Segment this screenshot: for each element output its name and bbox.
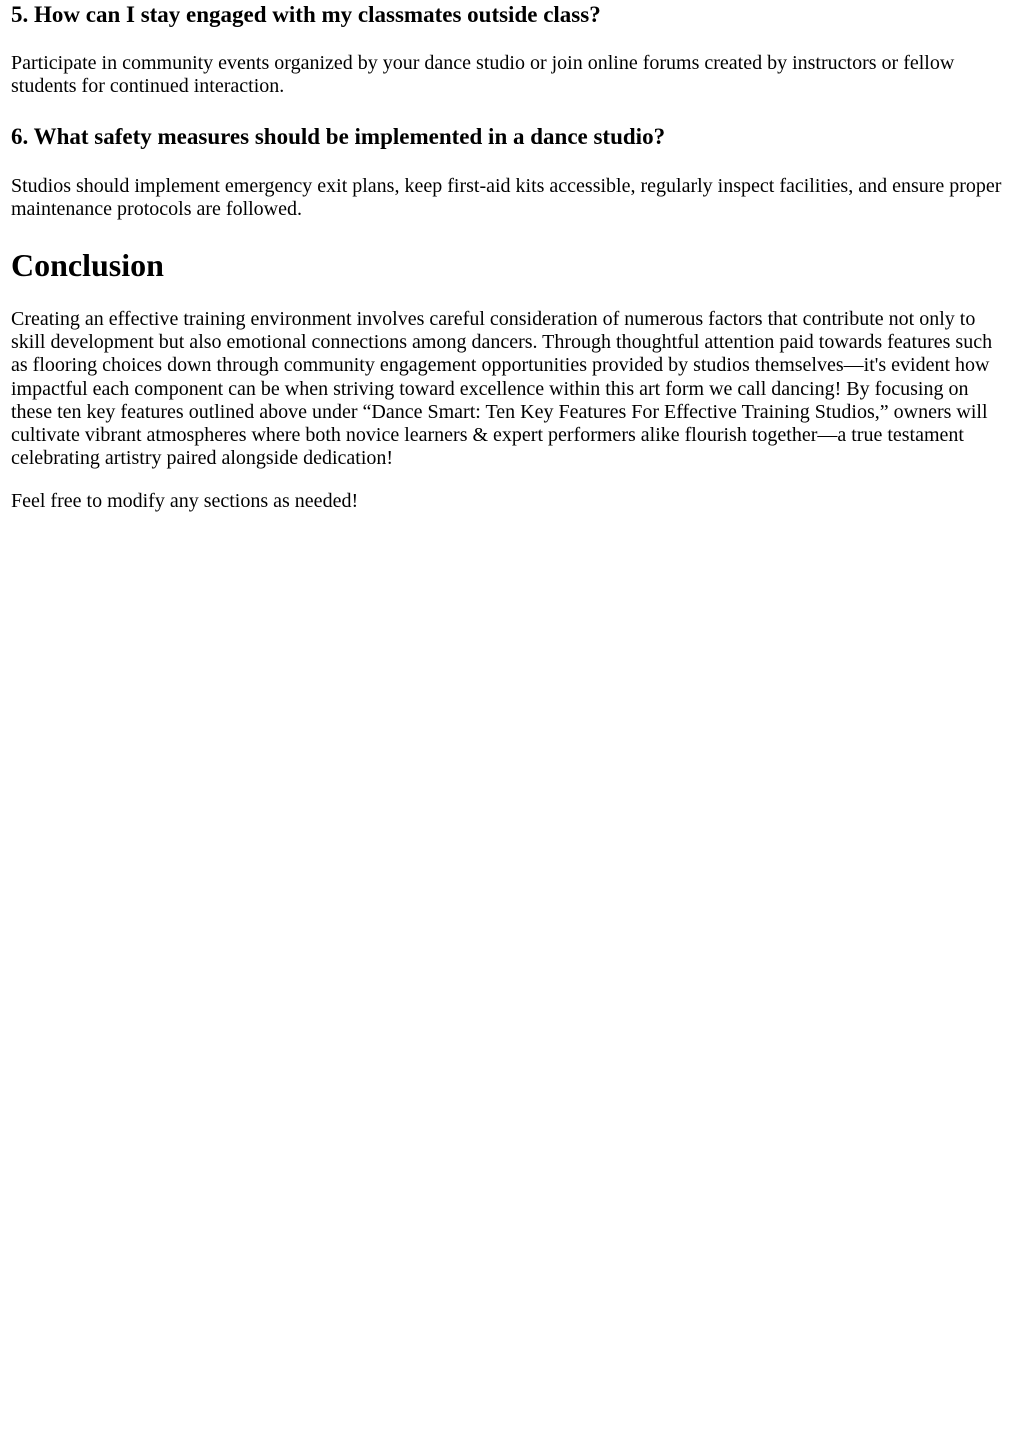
faq-question-5-heading: 5. How can I stay engaged with my classmates outside class? [11,2,601,27]
faq-answer-6-paragraph: Studios should implement emergency exit plans, keep first-aid kits accessible, regularly inspect facilities, and ensure proper maintenance protocols are followed. [11,175,1002,221]
conclusion-heading: Conclusion [11,247,164,283]
conclusion-paragraph: Creating an effective training environment involves careful consideration of numerous factors that contribute not only to skill development but also emotional connections among dancers. Through thoughtful attention paid towards features such as flooring choices down through community engagement opportunities provided by studios themselves—it's evident how impactful each component can be when striving toward excellence within this art form we call dancing! By focusing on these ten key features outlined above under “Dance Smart: Ten Key Features For Effective Training Studios,” owners will cultivate vibrant atmospheres where both novice learners & expert performers alike flourish together—a true testament celebrating artistry paired alongside dedication! [11,308,993,470]
faq-answer-5-paragraph: Participate in community events organized by your dance studio or join online forums created by instructors or fellow students for continued interaction. [11,52,955,98]
faq-question-6-heading: 6. What safety measures should be implemented in a dance studio? [11,124,666,149]
closing-note-paragraph: Feel free to modify any sections as needed! [11,490,359,512]
